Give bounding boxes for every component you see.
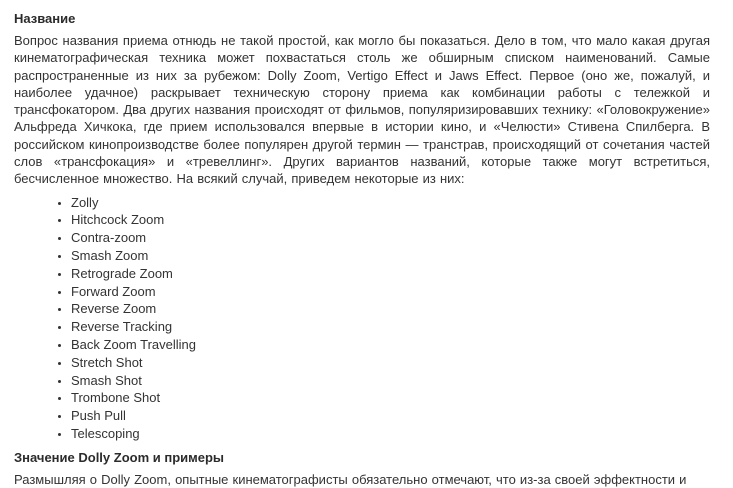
list-item: • Reverse Zoom xyxy=(71,300,710,318)
list-item: • Back Zoom Travelling xyxy=(71,336,710,354)
list-item: • Contra-zoom xyxy=(71,229,710,247)
list-item: • Push Pull xyxy=(71,407,710,425)
list-item: • Telescoping xyxy=(71,425,710,443)
section-heading-meaning: Значение Dolly Zoom и примеры xyxy=(14,449,225,465)
paragraph-name-intro: Вопрос названия приема отнюдь не такой простой, как могло бы показаться. Дело в том, что мало какая другая кинематографическая техника может похвастаться столь же обширным списком наименований. Самые распространенные из них за рубежом: Dolly Zoom, Vertigo Effect и Jaws Effect. Первое (оно же, пожалуй, и наиболее удачное) раскрывает техническую сторону приема как комбинации работы с тележкой и трансфокатором. Два других названия происходят от фильмов, популяризировавших технику: «Головокружение» Альфреда Хичкока, где прием использовался впервые в истории кино, и «Челюсти» Стивена Спилберга. В российском кинопроизводстве более популярен другой термин — транстрав, происходящий от сочетания частей слов «трансфокация» и «тревеллинг». Других вариантов названий, которые также могут встретиться, бесчисленное множество. На всякий случай, приведем некоторые из них: xyxy=(14,33,710,187)
list-item: • Zolly xyxy=(71,194,710,212)
name-variants-list xyxy=(14,194,710,443)
list-item: • Smash Shot xyxy=(71,372,710,390)
list-item: • Reverse Tracking xyxy=(71,318,710,336)
list-item: • Retrograde Zoom xyxy=(71,265,710,283)
list-item: • Smash Zoom xyxy=(71,247,710,265)
list-item: • Trombone Shot xyxy=(71,389,710,407)
list-item: • Forward Zoom xyxy=(71,283,710,301)
list-item: • Stretch Shot xyxy=(71,354,710,372)
list-item: • Hitchcock Zoom xyxy=(71,211,710,229)
paragraph-meaning-intro: Размышляя о Dolly Zoom, опытные кинематографисты обязательно отмечают, что из-за своей эффектности и xyxy=(14,471,687,487)
section-heading-name: Название xyxy=(14,11,76,26)
